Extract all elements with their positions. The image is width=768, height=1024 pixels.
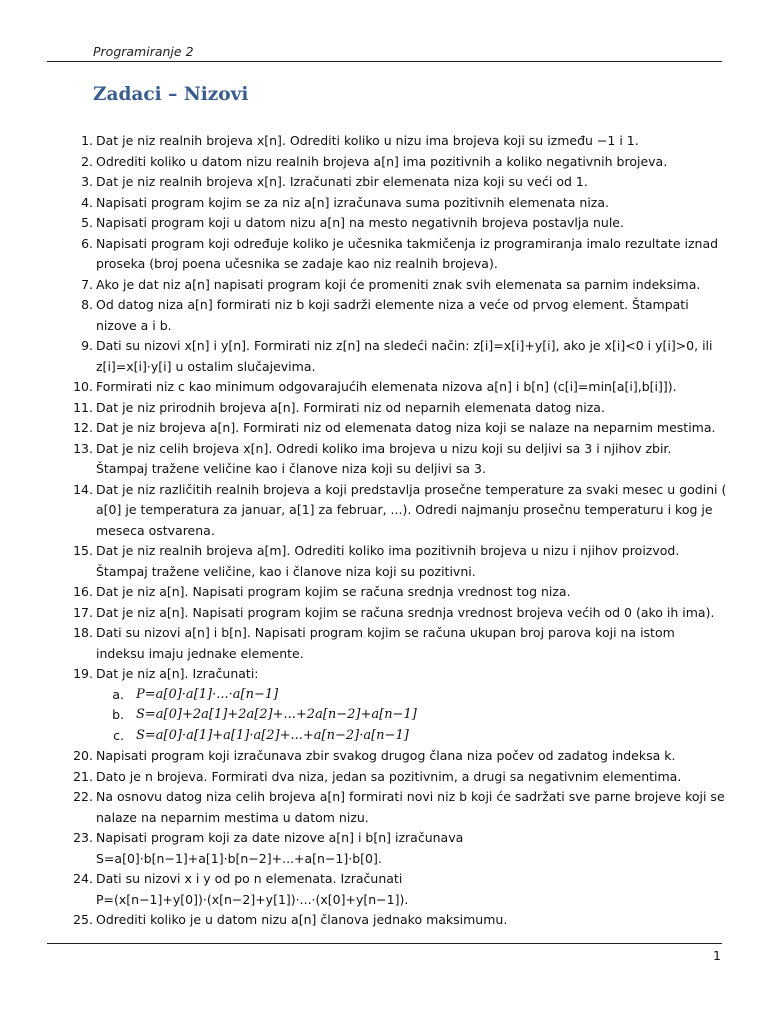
task-line: Na osnovu datog niza celih brojeva a[n] formirati novi niz b koji će sadržati sve parne brojeve koji se (96, 789, 725, 804)
sub-formula: S=a[0]+2a[1]+2a[2]+...+2a[n−2]+a[n−1] (136, 707, 417, 722)
sub-label: a. (112, 686, 124, 702)
task-line: Dat je niz realnih brojeva x[n]. Odrediti koliko u nizu ima brojeva koji su između −1 i 1. (96, 133, 639, 148)
task-line: Dat je niz realnih brojeva x[n]. Izračunati zbir elemenata niza koji su veći od 1. (96, 174, 588, 189)
task-line: Dat je niz a[n]. Napisati program kojim se računa srednja vrednost brojeva većih od 0 (ako ih ima). (96, 604, 715, 620)
task-line: Dati su nizovi a[n] i b[n]. Napisati program kojim se računa ukupan broj parova koji na istom (96, 625, 675, 640)
task-number: 17. (73, 604, 93, 620)
task-number: 5. (81, 215, 93, 230)
task-line: a[0] je temperatura za januar, a[1] za februar, ...). Odredi najmanju prosečnu temperaturu i kog je (96, 502, 713, 517)
task-text (93, 439, 722, 480)
task-item (62, 767, 722, 788)
task-text (93, 377, 722, 398)
task-text (93, 664, 722, 746)
task-line: meseca ostvarena. (96, 522, 215, 538)
task-text (93, 603, 722, 624)
task-line: Dat je niz realnih brojeva a[m]. Odrediti koliko ima pozitivnih brojeva u nizu i njihov proizvod. (96, 543, 680, 558)
task-item (62, 213, 722, 234)
task-number: 10. (73, 379, 93, 394)
task-line: Napisati program koji za date nizove a[n] i b[n] izračunava (96, 830, 464, 845)
task-text (93, 193, 722, 214)
task-number: 7. (81, 276, 93, 292)
task-text (93, 541, 722, 582)
task-text (93, 398, 722, 419)
task-number: 4. (81, 194, 93, 210)
task-item (62, 910, 722, 931)
task-line: Dat je niz različitih realnih brojeva a koji predstavlja prosečne temperature za svaki mesec u godini ( (96, 481, 727, 497)
task-line: nizove a i b. (96, 317, 172, 333)
task-text (93, 869, 722, 910)
task-item (62, 336, 722, 377)
task-line: indeksu imaju jednake elemente. (96, 645, 304, 661)
sub-label: c. (113, 727, 124, 743)
task-item (62, 152, 722, 173)
task-item (62, 398, 722, 419)
task-text (93, 295, 722, 336)
task-line: Dat je niz celih brojeva x[n]. Odredi koliko ima brojeva u nizu koji su deljivi sa 3 i njihov zbir. (96, 440, 672, 456)
task-number: 23. (73, 830, 93, 845)
task-line: Formirati niz c kao minimum odgovarajućih elemenata nizova a[n] i b[n] (c[i]=min[a[i],b[i]]). (96, 379, 677, 394)
task-line: Napisati program koji u datom nizu a[n] na mesto negativnih brojeva postavlja nule. (96, 215, 624, 230)
task-item (62, 295, 722, 336)
task-number: 18. (73, 625, 93, 640)
task-line: Dato je n brojeva. Formirati dva niza, jedan sa pozitivnim, a drugi sa negativnim elementima. (96, 768, 682, 784)
task-item (62, 439, 722, 480)
task-item (62, 275, 722, 296)
task-line: Napisati program koji izračunava zbir svakog drugog člana niza počev od zadatog indeksa k. (96, 748, 676, 763)
task-text (93, 480, 726, 542)
task-number: 21. (73, 768, 93, 784)
task-line: Odrediti koliko je u datom nizu a[n] članova jednako maksimumu. (96, 912, 508, 927)
task-number: 24. (73, 871, 93, 886)
task-line: Štampaj tražene veličine kao i članove niza koji su deljivi sa 3. (96, 461, 486, 476)
task-text (93, 275, 722, 296)
task-line: nalaze na neparnim mestima u datom nizu. (96, 809, 369, 825)
task-text (93, 746, 722, 767)
task-line: Od datog niza a[n] formirati niz b koji sadrži elemente niza a veće od prvog element. Štampati (96, 297, 689, 312)
sub-label: b. (112, 707, 124, 722)
sub-item (96, 726, 722, 747)
task-item (62, 234, 722, 275)
task-text (93, 828, 722, 869)
sub-formula: P=a[0]·a[1]·...·a[n−1] (136, 686, 279, 702)
task-line: Dat je niz brojeva a[n]. Formirati niz od elemenata datog niza koji se nalaze na neparnim mestima. (96, 420, 716, 435)
task-text (93, 767, 722, 788)
task-number: 20. (73, 748, 93, 763)
footer-rule (47, 943, 722, 944)
task-item (62, 828, 722, 869)
task-number: 8. (81, 297, 93, 312)
running-header: Programiranje 2 (93, 44, 194, 59)
task-line: Ako je dat niz a[n] napisati program koji će promeniti znak svih elemenata sa parnim indeksima. (96, 276, 701, 292)
task-text (93, 418, 722, 439)
task-number: 19. (73, 666, 93, 681)
task-item (62, 480, 727, 542)
task-text (93, 582, 722, 603)
task-item (62, 193, 722, 214)
task-number: 13. (73, 440, 93, 456)
task-line: Dati su nizovi x i y od po n elemenata. Izračunati (96, 871, 403, 886)
task-text (93, 910, 722, 931)
sub-item (96, 685, 722, 706)
task-text (93, 131, 722, 152)
task-line: Napisati program koji određuje koliko je učesnika takmičenja iz programiranja imalo rezultate iznad (96, 235, 719, 251)
task-text (93, 623, 722, 664)
task-text (93, 172, 722, 193)
task-number: 22. (73, 789, 93, 804)
task-line: Dat je niz a[n]. Izračunati: (96, 666, 259, 681)
task-item (62, 172, 722, 193)
task-line: Odrediti koliko u datom nizu realnih brojeva a[n] ima pozitivnih a koliko negativnih brojeva. (96, 153, 668, 169)
task-item (62, 664, 722, 746)
task-number: 12. (73, 420, 93, 435)
task-line: z[i]=x[i]·y[i] u ostalim slučajevima. (96, 358, 316, 374)
task-item (62, 787, 725, 828)
task-text (93, 213, 722, 234)
task-item (62, 131, 722, 152)
task-line: Štampaj tražene veličine, kao i članove niza koji su pozitivni. (96, 563, 476, 579)
task-number: 15. (73, 543, 93, 558)
header-rule (47, 61, 722, 62)
task-line: Dat je niz prirodnih brojeva a[n]. Formirati niz od neparnih elemenata datog niza. (96, 399, 605, 415)
page-title: Zadaci – Nizovi (93, 84, 249, 105)
task-number: 25. (73, 912, 93, 927)
task-number: 1. (81, 133, 93, 148)
page-number: 1 (713, 948, 721, 963)
task-item (62, 603, 722, 624)
task-number: 3. (81, 174, 93, 189)
task-text (93, 336, 722, 377)
task-list (62, 131, 727, 931)
task-item (62, 582, 722, 603)
task-line: proseka (broj poena učesnika se zadaje kao niz realnih brojeva). (96, 256, 498, 271)
task-number: 2. (81, 153, 93, 169)
task-number: 9. (81, 338, 93, 353)
task-text (93, 234, 722, 275)
task-line: P=(x[n−1]+y[0])·(x[n−2]+y[1])·...·(x[0]+y[n−1]). (96, 891, 409, 907)
sub-item (96, 705, 722, 726)
task-item (62, 746, 722, 767)
task-text (93, 787, 725, 828)
task-number: 6. (81, 235, 93, 251)
task-line: Napisati program kojim se za niz a[n] izračunava suma pozitivnih elemenata niza. (96, 194, 610, 210)
sub-formula: S=a[0]·a[1]+a[1]·a[2]+...+a[n−2]·a[n−1] (136, 727, 409, 743)
task-item (62, 623, 722, 664)
task-number: 14. (73, 481, 93, 497)
task-number: 16. (73, 584, 93, 599)
task-item (62, 541, 722, 582)
task-line: Dati su nizovi x[n] i y[n]. Formirati niz z[n] na sledeći način: z[i]=x[i]+y[i], ako je x[i]<0 i y[i]>0, ili (96, 338, 713, 353)
task-line: S=a[0]·b[n−1]+a[1]·b[n−2]+...+a[n−1]·b[0]. (96, 850, 382, 866)
task-number: 11. (73, 399, 93, 415)
task-text (93, 152, 722, 173)
task-line: Dat je niz a[n]. Napisati program kojim se računa srednja vrednost tog niza. (96, 584, 571, 599)
task-item (62, 377, 722, 398)
task-item (62, 869, 722, 910)
task-item (62, 418, 722, 439)
